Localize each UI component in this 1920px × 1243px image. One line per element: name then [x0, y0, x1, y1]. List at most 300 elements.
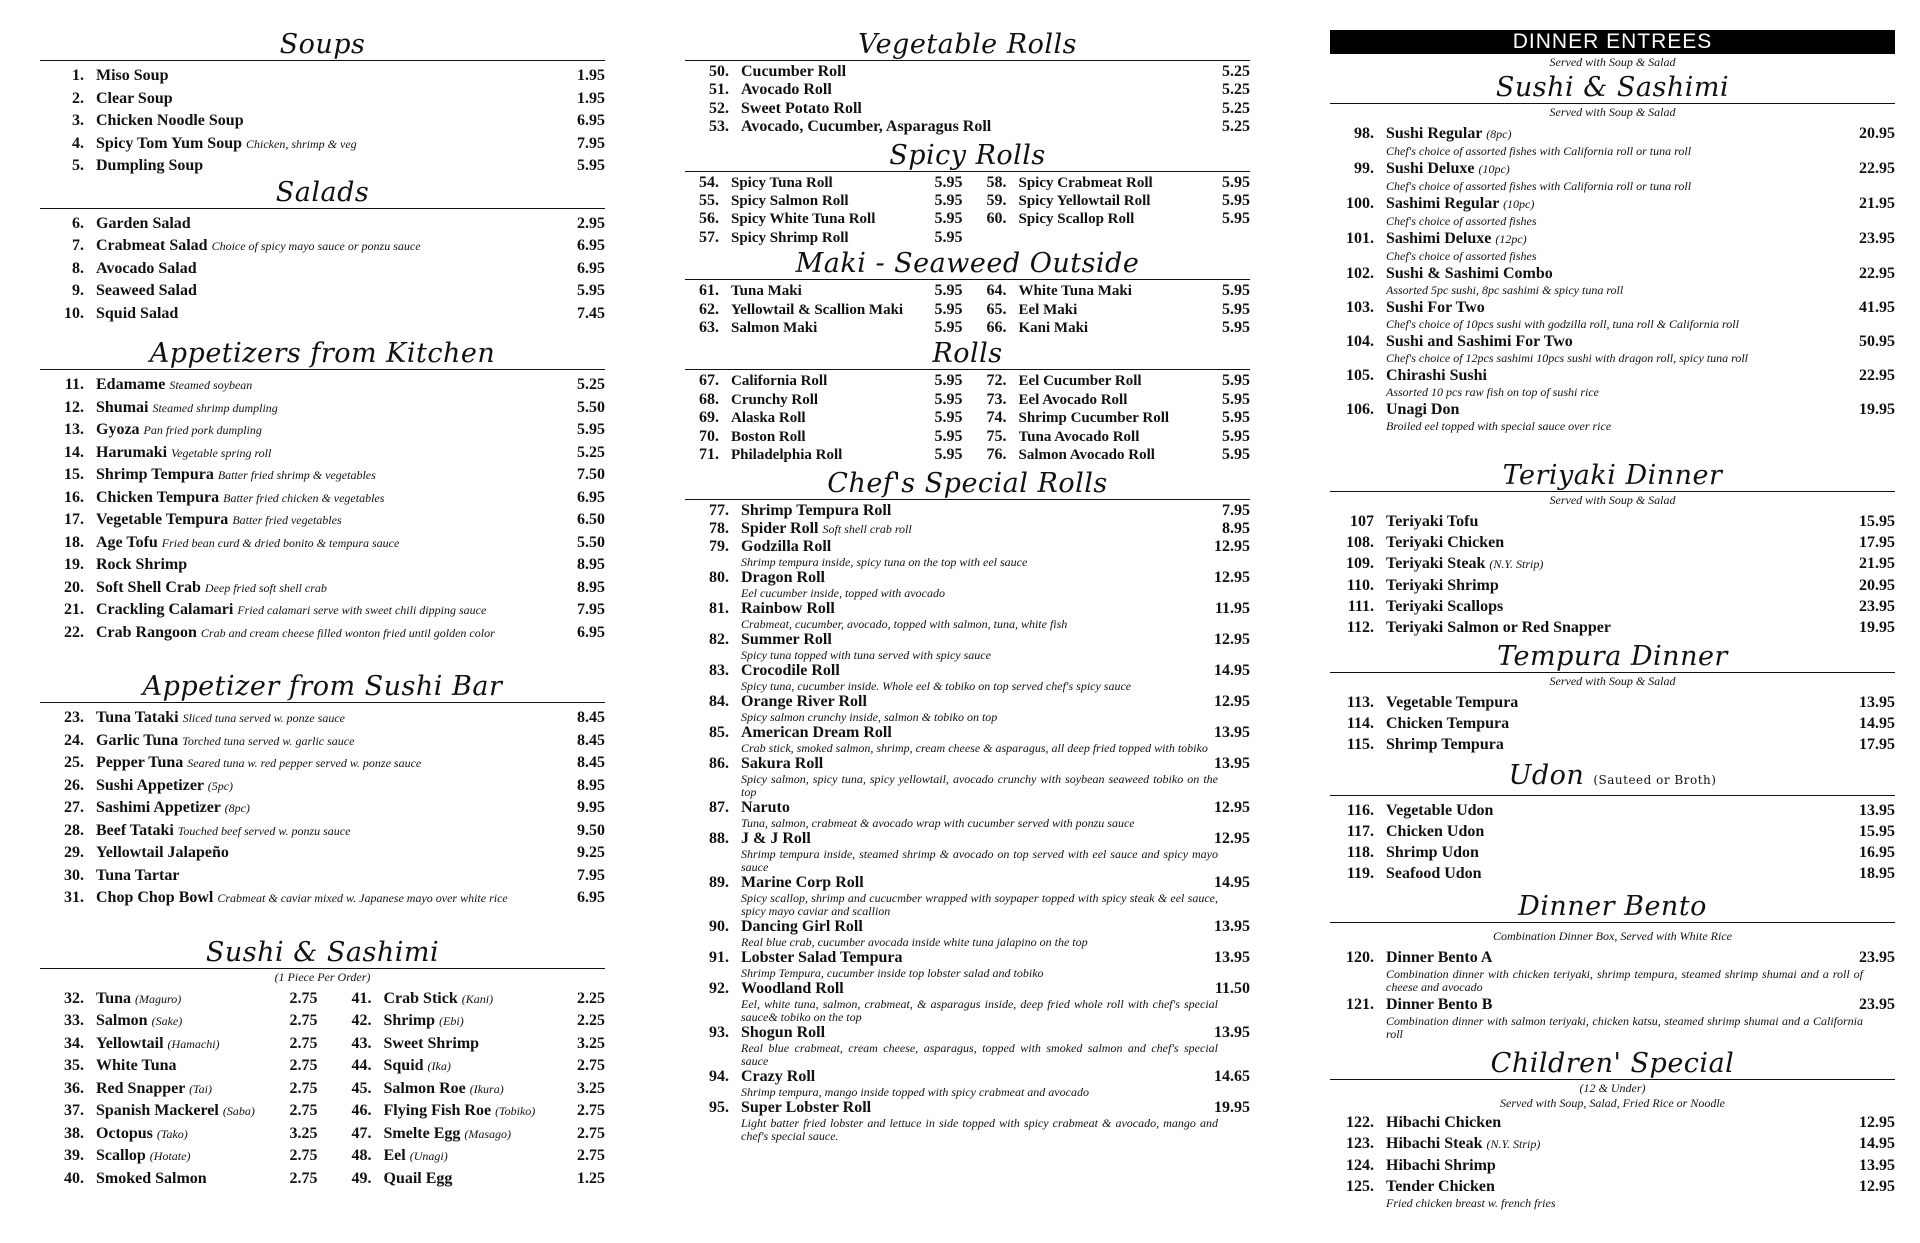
- item-name: [1386, 947, 1855, 968]
- menu-item: [328, 1033, 606, 1056]
- menu-item: [1330, 863, 1895, 884]
- item-number: 117.: [1346, 823, 1374, 840]
- item-number: 15.: [64, 466, 84, 483]
- item-sub-description: Spicy tuna, cucumber inside. Whole eel & tobiko on top served chef's spicy sauce: [741, 678, 1132, 693]
- section-subtitle: Served with Soup & Salad: [1549, 105, 1676, 119]
- item-price: 5.50: [577, 533, 605, 551]
- section-title: Teriyaki Dinner: [1330, 461, 1895, 492]
- item-number: 115.: [1346, 736, 1374, 753]
- menu-item-line: [40, 1033, 318, 1056]
- item-name: [731, 391, 933, 409]
- item-name-text: Yellowtail & Scallion Maki: [731, 301, 904, 318]
- item-price: 13.95: [1214, 754, 1250, 772]
- menu-item: [685, 446, 963, 464]
- menu-item-line: [685, 319, 963, 337]
- item-name-text: Woodland Roll: [741, 979, 844, 997]
- item-name: [96, 797, 565, 820]
- item-price: 5.95: [934, 372, 963, 390]
- menu-item-line: [40, 419, 605, 442]
- menu-item-line: [685, 192, 963, 210]
- menu-item: [973, 446, 1251, 464]
- menu-item: [685, 980, 1250, 1024]
- item-name-text: Crabmeat Salad: [96, 237, 208, 254]
- item-price: 16.95: [1859, 844, 1895, 861]
- item-name-text: Eel Avocado Roll: [1018, 391, 1128, 408]
- menu-item: [685, 693, 1250, 724]
- menu-item-line: [1330, 193, 1895, 215]
- item-name-text: Unagi Don: [1386, 401, 1460, 418]
- menu-item-line: [328, 1010, 606, 1033]
- item-number: 62.: [699, 300, 719, 318]
- menu-item-line: [1330, 947, 1895, 968]
- menu-item-line: [685, 569, 1250, 587]
- item-sub-description: Spicy salmon crunchy inside, salmon & tobiko on top: [741, 709, 998, 724]
- item-price: 14.65: [1214, 1067, 1250, 1085]
- item-name: [1386, 692, 1855, 713]
- item-name-text: Hibachi Chicken: [1386, 1114, 1502, 1131]
- menu-item-line: [973, 319, 1251, 337]
- item-name-text: Sweet Potato Roll: [741, 99, 862, 117]
- item-sub-description: Assorted 5pc sushi, 8pc sashimi & spicy tuna roll: [1386, 283, 1624, 297]
- item-sub-description: Shrimp tempura inside, spicy tuna on the top with eel sauce: [741, 554, 1028, 569]
- item-name: [741, 63, 1210, 81]
- menu-item-line: [1330, 575, 1895, 596]
- item-price: 2.75: [289, 1102, 318, 1119]
- item-number: 61.: [699, 282, 719, 300]
- item-number: 107: [1350, 513, 1374, 530]
- appetizers-kitchen-list: [40, 374, 605, 644]
- item-price: 13.95: [1214, 723, 1250, 741]
- menu-item: [40, 464, 605, 487]
- item-price: 8.95: [577, 578, 605, 596]
- item-sub-description: Chef's choice of 10pcs sushi with godzilla roll, tuna roll & California roll: [1386, 317, 1739, 331]
- item-number: 69.: [699, 409, 719, 427]
- item-name-text: Spicy Tuna Roll: [731, 174, 833, 191]
- item-name-text: Squid: [383, 1057, 424, 1074]
- menu-column-3: [1330, 30, 1895, 1210]
- menu-item-line: [1330, 365, 1895, 386]
- item-price: 13.95: [1214, 1023, 1250, 1041]
- item-description: Deep fried soft shell crab: [204, 580, 327, 595]
- menu-item-line: [40, 235, 605, 258]
- item-name: [96, 258, 565, 281]
- item-name-text: Spicy Tom Yum Soup: [96, 134, 242, 152]
- item-name-text: Chicken Udon: [1386, 823, 1485, 840]
- item-name: [741, 755, 1210, 773]
- item-price: 5.25: [1222, 99, 1250, 117]
- menu-item: [1330, 297, 1895, 331]
- item-name: [741, 118, 1210, 136]
- item-name-text: Teriyaki Steak: [1386, 555, 1486, 572]
- vegetable-rolls-list: [685, 63, 1250, 137]
- menu-item-line: [1330, 553, 1895, 575]
- menu-item-line: [1330, 399, 1895, 420]
- section-title: Soups: [40, 30, 605, 61]
- item-name: [96, 707, 565, 730]
- menu-item: [328, 1123, 606, 1146]
- menu-item-line: [685, 81, 1250, 99]
- item-name-text: Eel Cucumber Roll: [1018, 373, 1142, 390]
- item-name-text: Marine Corp Roll: [741, 873, 864, 891]
- item-name: [96, 842, 565, 865]
- item-description: (N.Y. Strip): [1489, 557, 1544, 571]
- menu-item-line: [685, 1024, 1250, 1042]
- item-number: 74.: [986, 409, 1007, 427]
- item-name-text: Squid Salad: [96, 304, 179, 322]
- item-price: 8.95: [1222, 519, 1250, 537]
- item-name: [96, 88, 565, 111]
- item-number: 2.: [72, 89, 84, 107]
- item-name-text: Garden Salad: [96, 214, 191, 232]
- item-description: Vegetable spring roll: [171, 445, 272, 460]
- item-description: (10pc): [1503, 197, 1535, 211]
- chefs-special-list: [685, 502, 1250, 1143]
- item-name: [731, 210, 933, 228]
- menu-item: [685, 81, 1250, 99]
- menu-item: [685, 282, 963, 300]
- item-name: [741, 600, 1210, 618]
- item-price: 13.95: [1214, 948, 1250, 966]
- item-sub-description: Chef's choice of assorted fishes with California roll or tuna roll: [1386, 144, 1692, 158]
- item-name-text: Shogun Roll: [741, 1023, 826, 1041]
- menu-item: [40, 303, 605, 326]
- menu-item: [328, 1010, 606, 1033]
- item-number: 68.: [699, 390, 719, 408]
- item-name-text: Flying Fish Roe: [383, 1102, 492, 1119]
- item-number: 124.: [1346, 1157, 1374, 1174]
- rolls-left: [685, 372, 963, 464]
- menu-item-line: [685, 428, 963, 446]
- item-name-text: Smelte Egg: [383, 1124, 461, 1142]
- item-number: 14.: [64, 443, 84, 461]
- item-name: [96, 419, 565, 442]
- menu-item: [40, 65, 605, 88]
- item-number: 49.: [351, 1169, 372, 1187]
- menu-item: [40, 88, 605, 111]
- menu-item-line: [685, 724, 1250, 742]
- menu-item: [1330, 1176, 1895, 1210]
- menu-item: [40, 532, 605, 555]
- spicy-rolls-left: [685, 174, 963, 248]
- item-name: [741, 538, 1210, 556]
- menu-item-line: [685, 830, 1250, 848]
- item-price: 8.45: [577, 731, 605, 749]
- menu-item: [40, 235, 605, 258]
- item-number: 83.: [709, 661, 729, 679]
- section-subtitle-2: Served with Soup, Salad, Fried Rice or Noodle: [1500, 1096, 1725, 1110]
- menu-item: [40, 442, 605, 465]
- item-name: [731, 301, 933, 319]
- item-number: 19.: [64, 556, 84, 573]
- item-price: 3.25: [577, 1079, 605, 1097]
- item-name: [96, 442, 565, 465]
- menu-item: [40, 1078, 318, 1101]
- item-name: [96, 1078, 278, 1101]
- item-number: 66.: [986, 319, 1007, 337]
- item-name-text: Spicy Yellowtail Roll: [1018, 193, 1151, 210]
- item-sub-description: Fried chicken breast w. french fries: [1386, 1196, 1556, 1210]
- sushi-sashimi-right: [328, 988, 606, 1191]
- menu-item-line: [1330, 263, 1895, 284]
- item-name: [1019, 210, 1221, 228]
- item-number: 80.: [709, 568, 729, 586]
- menu-item-line: [685, 631, 1250, 649]
- appetizer-sushi-bar-list: [40, 707, 605, 910]
- menu-item-line: [973, 210, 1251, 228]
- item-name-text: Summer Roll: [741, 630, 832, 648]
- menu-item: [40, 280, 605, 303]
- item-description: Pan fried pork dumpling: [143, 423, 262, 437]
- item-sub-description: Crab stick, smoked salmon, shrimp, cream cheese & asparagus, all deep fried topped with tobiko: [741, 740, 1208, 755]
- item-name-text: Eel: [383, 1147, 406, 1164]
- menu-item: [1330, 365, 1895, 399]
- item-number: 75.: [986, 427, 1007, 445]
- menu-item: [40, 487, 605, 510]
- item-price: 5.95: [934, 228, 963, 246]
- item-name-text: Spanish Mackerel: [96, 1102, 219, 1119]
- item-name: [96, 65, 565, 88]
- item-number: 33.: [64, 1012, 84, 1029]
- item-number: 34.: [64, 1034, 84, 1052]
- item-name-text: White Tuna Maki: [1018, 283, 1132, 300]
- item-sub-description: Eel, white tuna, salmon, crabmeat, & asparagus inside, deep fried whole roll with chef's special sauce& tobiko on the top: [741, 996, 1218, 1024]
- item-name: [96, 487, 565, 510]
- item-name-text: Shrimp Udon: [1386, 844, 1479, 861]
- item-name: [384, 1100, 566, 1123]
- item-price: 12.95: [1214, 798, 1250, 816]
- menu-item: [40, 1100, 318, 1123]
- item-number: 52.: [709, 99, 729, 117]
- item-price: 1.95: [577, 89, 605, 107]
- item-sub-description: Chef's choice of assorted fishes: [1386, 214, 1537, 228]
- menu-item-line: [973, 301, 1251, 319]
- item-name-text: American Dream Roll: [741, 723, 892, 741]
- item-price: 50.95: [1859, 333, 1895, 350]
- menu-item-line: [685, 502, 1250, 520]
- item-price: 3.25: [289, 1124, 318, 1142]
- section-subtitle: Served with Soup & Salad: [1549, 674, 1676, 688]
- menu-item: [685, 755, 1250, 799]
- item-price: 6.95: [577, 889, 605, 906]
- item-sub-description: Eel cucumber inside, topped with avocado: [741, 585, 945, 600]
- menu-item-line: [40, 509, 605, 532]
- item-price: 5.95: [934, 446, 963, 464]
- menu-item: [685, 428, 963, 446]
- item-name-text: Godzilla Roll: [741, 537, 832, 555]
- item-price: 6.95: [577, 488, 605, 506]
- item-number: 53.: [709, 118, 729, 136]
- item-number: 123.: [1346, 1135, 1374, 1152]
- section-title: Maki - Seaweed Outside: [685, 249, 1250, 280]
- menu-item: [328, 1078, 606, 1101]
- item-name-text: Teriyaki Chicken: [1386, 534, 1505, 551]
- item-price: 5.95: [577, 157, 605, 174]
- menu-item: [973, 319, 1251, 337]
- item-price: 8.95: [577, 776, 605, 794]
- item-price: 9.25: [577, 844, 605, 861]
- item-price: 22.95: [1859, 265, 1895, 282]
- menu-item-line: [40, 797, 605, 820]
- menu-item: [685, 1068, 1250, 1099]
- item-name: [1019, 446, 1221, 464]
- menu-item-line: [40, 280, 605, 303]
- section-title: Rolls: [685, 339, 1250, 370]
- item-number: 104.: [1346, 333, 1374, 350]
- menu-item: [40, 820, 605, 843]
- item-name: [1386, 994, 1855, 1015]
- item-name-text: Avocado Roll: [741, 81, 832, 99]
- item-price: 5.50: [577, 398, 605, 416]
- menu-item: [685, 1099, 1250, 1143]
- item-name-text: Pepper Tuna: [96, 754, 184, 771]
- item-price: 19.95: [1214, 1098, 1250, 1116]
- item-price: 8.95: [577, 556, 605, 573]
- menu-item: [1330, 1112, 1895, 1133]
- menu-item-line: [973, 174, 1251, 192]
- menu-item: [1330, 532, 1895, 553]
- menu-item-line: [685, 118, 1250, 136]
- item-sub-description: Shrimp Tempura, cucumber inside top lobster salad and tobiko: [741, 965, 1044, 980]
- menu-item-line: [40, 258, 605, 281]
- bento-list: [1330, 947, 1895, 1041]
- menu-item: [40, 797, 605, 820]
- menu-item-line: [685, 282, 963, 300]
- item-name: [731, 282, 933, 300]
- item-name-text: Vegetable Tempura: [1386, 694, 1519, 711]
- item-sub-description: Chef's choice of assorted fishes: [1386, 249, 1537, 263]
- item-price: 13.95: [1859, 802, 1895, 819]
- item-name: [96, 865, 565, 888]
- item-price: 41.95: [1859, 299, 1895, 316]
- item-name-text: Crab Stick: [383, 989, 458, 1007]
- item-price: 5.95: [934, 192, 963, 210]
- item-sub-description: Spicy salmon, spicy tuna, spicy yellowtail, avocado crunchy with soybean seaweed tobiko on the top: [741, 771, 1218, 799]
- menu-item-line: [40, 303, 605, 326]
- menu-item: [40, 1055, 318, 1078]
- menu-item-line: [1330, 511, 1895, 532]
- item-name: [384, 988, 566, 1011]
- item-name-text: Sushi Regular: [1386, 125, 1483, 142]
- menu-item: [1330, 158, 1895, 193]
- item-name-text: Naruto: [741, 798, 790, 816]
- item-name: [1386, 800, 1855, 821]
- item-name: [741, 949, 1210, 967]
- item-price: 1.25: [577, 1169, 605, 1187]
- item-number: 90.: [709, 917, 729, 935]
- item-name-text: Chicken Tempura: [96, 488, 220, 506]
- menu-item: [973, 192, 1251, 210]
- menu-item-line: [40, 88, 605, 111]
- item-name-text: Crazy Roll: [741, 1067, 816, 1085]
- menu-item: [685, 520, 1250, 538]
- item-price: 5.95: [934, 427, 963, 445]
- item-name: [731, 409, 933, 427]
- item-name: [96, 1033, 278, 1056]
- item-price: 11.95: [1214, 599, 1250, 617]
- item-description: (Tai): [189, 1081, 212, 1096]
- item-number: 27.: [64, 799, 84, 816]
- item-name: [741, 662, 1210, 680]
- item-price: 6.95: [577, 112, 605, 129]
- menu-item: [1330, 193, 1895, 228]
- item-name-text: Boston Roll: [731, 428, 806, 445]
- item-name: [731, 372, 933, 390]
- item-number: 121.: [1346, 996, 1374, 1013]
- menu-item-line: [1330, 713, 1895, 734]
- section-title: Children' Special: [1330, 1049, 1895, 1080]
- item-number: 72.: [986, 372, 1007, 390]
- menu-item: [973, 428, 1251, 446]
- item-price: 13.95: [1859, 694, 1895, 711]
- item-price: 5.95: [934, 300, 963, 318]
- menu-item: [40, 419, 605, 442]
- item-name: [1386, 365, 1855, 386]
- item-number: 37.: [64, 1102, 84, 1119]
- item-number: 88.: [709, 829, 729, 847]
- menu-item-line: [685, 229, 963, 247]
- item-sub-description: Shrimp tempura inside, steamed shrimp & avocado on top served with eel sauce and spicy mayo sauce: [741, 846, 1218, 874]
- item-description: Fried calamari serve with sweet chili dipping sauce: [237, 603, 487, 617]
- menu-item-line: [40, 820, 605, 843]
- item-description: (Maguro): [135, 991, 182, 1006]
- item-number: 77.: [709, 501, 729, 519]
- section-title: Sushi & Sashimi: [1330, 73, 1895, 104]
- menu-item: [328, 988, 606, 1011]
- menu-item-line: [40, 730, 605, 753]
- menu-item-line: [685, 538, 1250, 556]
- menu-column-2: [685, 30, 1250, 1143]
- menu-item: [40, 730, 605, 753]
- item-description: (5pc): [207, 778, 234, 793]
- item-name-text: J & J Roll: [741, 829, 811, 847]
- item-name-text: Chicken Tempura: [1386, 715, 1510, 732]
- item-name-text: Super Lobster Roll: [741, 1098, 872, 1116]
- section-subtitle: (12 & Under): [1579, 1081, 1646, 1095]
- item-name: [1386, 863, 1855, 884]
- menu-item-line: [973, 372, 1251, 390]
- item-name: [96, 133, 565, 156]
- item-price: 14.95: [1214, 661, 1250, 679]
- item-name: [731, 229, 933, 247]
- menu-item-line: [973, 391, 1251, 409]
- menu-item-line: [40, 622, 605, 645]
- menu-item: [685, 724, 1250, 755]
- menu-item-line: [40, 988, 318, 1011]
- item-number: 63.: [699, 319, 719, 337]
- item-name: [96, 155, 565, 178]
- item-number: 108.: [1346, 534, 1374, 551]
- item-name: [1386, 842, 1855, 863]
- menu-item: [328, 1168, 606, 1191]
- menu-item: [40, 213, 605, 236]
- menu-item: [40, 775, 605, 798]
- menu-item-line: [1330, 331, 1895, 352]
- menu-item: [1330, 553, 1895, 575]
- item-description: (Hamachi): [167, 1036, 220, 1051]
- item-name-text: Sushi For Two: [1386, 299, 1485, 316]
- item-name-text: Sushi and Sashimi For Two: [1386, 333, 1573, 350]
- menu-item-line: [328, 1100, 606, 1123]
- item-number: 26.: [64, 776, 84, 794]
- item-name-text: Spicy White Tuna Roll: [731, 211, 876, 228]
- menu-item-line: [685, 1099, 1250, 1117]
- item-price: 2.75: [577, 1147, 605, 1164]
- item-number: 41.: [351, 989, 372, 1007]
- item-number: 31.: [64, 889, 84, 906]
- item-number: 28.: [64, 821, 84, 839]
- menu-item-line: [40, 397, 605, 420]
- item-price: 13.95: [1214, 917, 1250, 935]
